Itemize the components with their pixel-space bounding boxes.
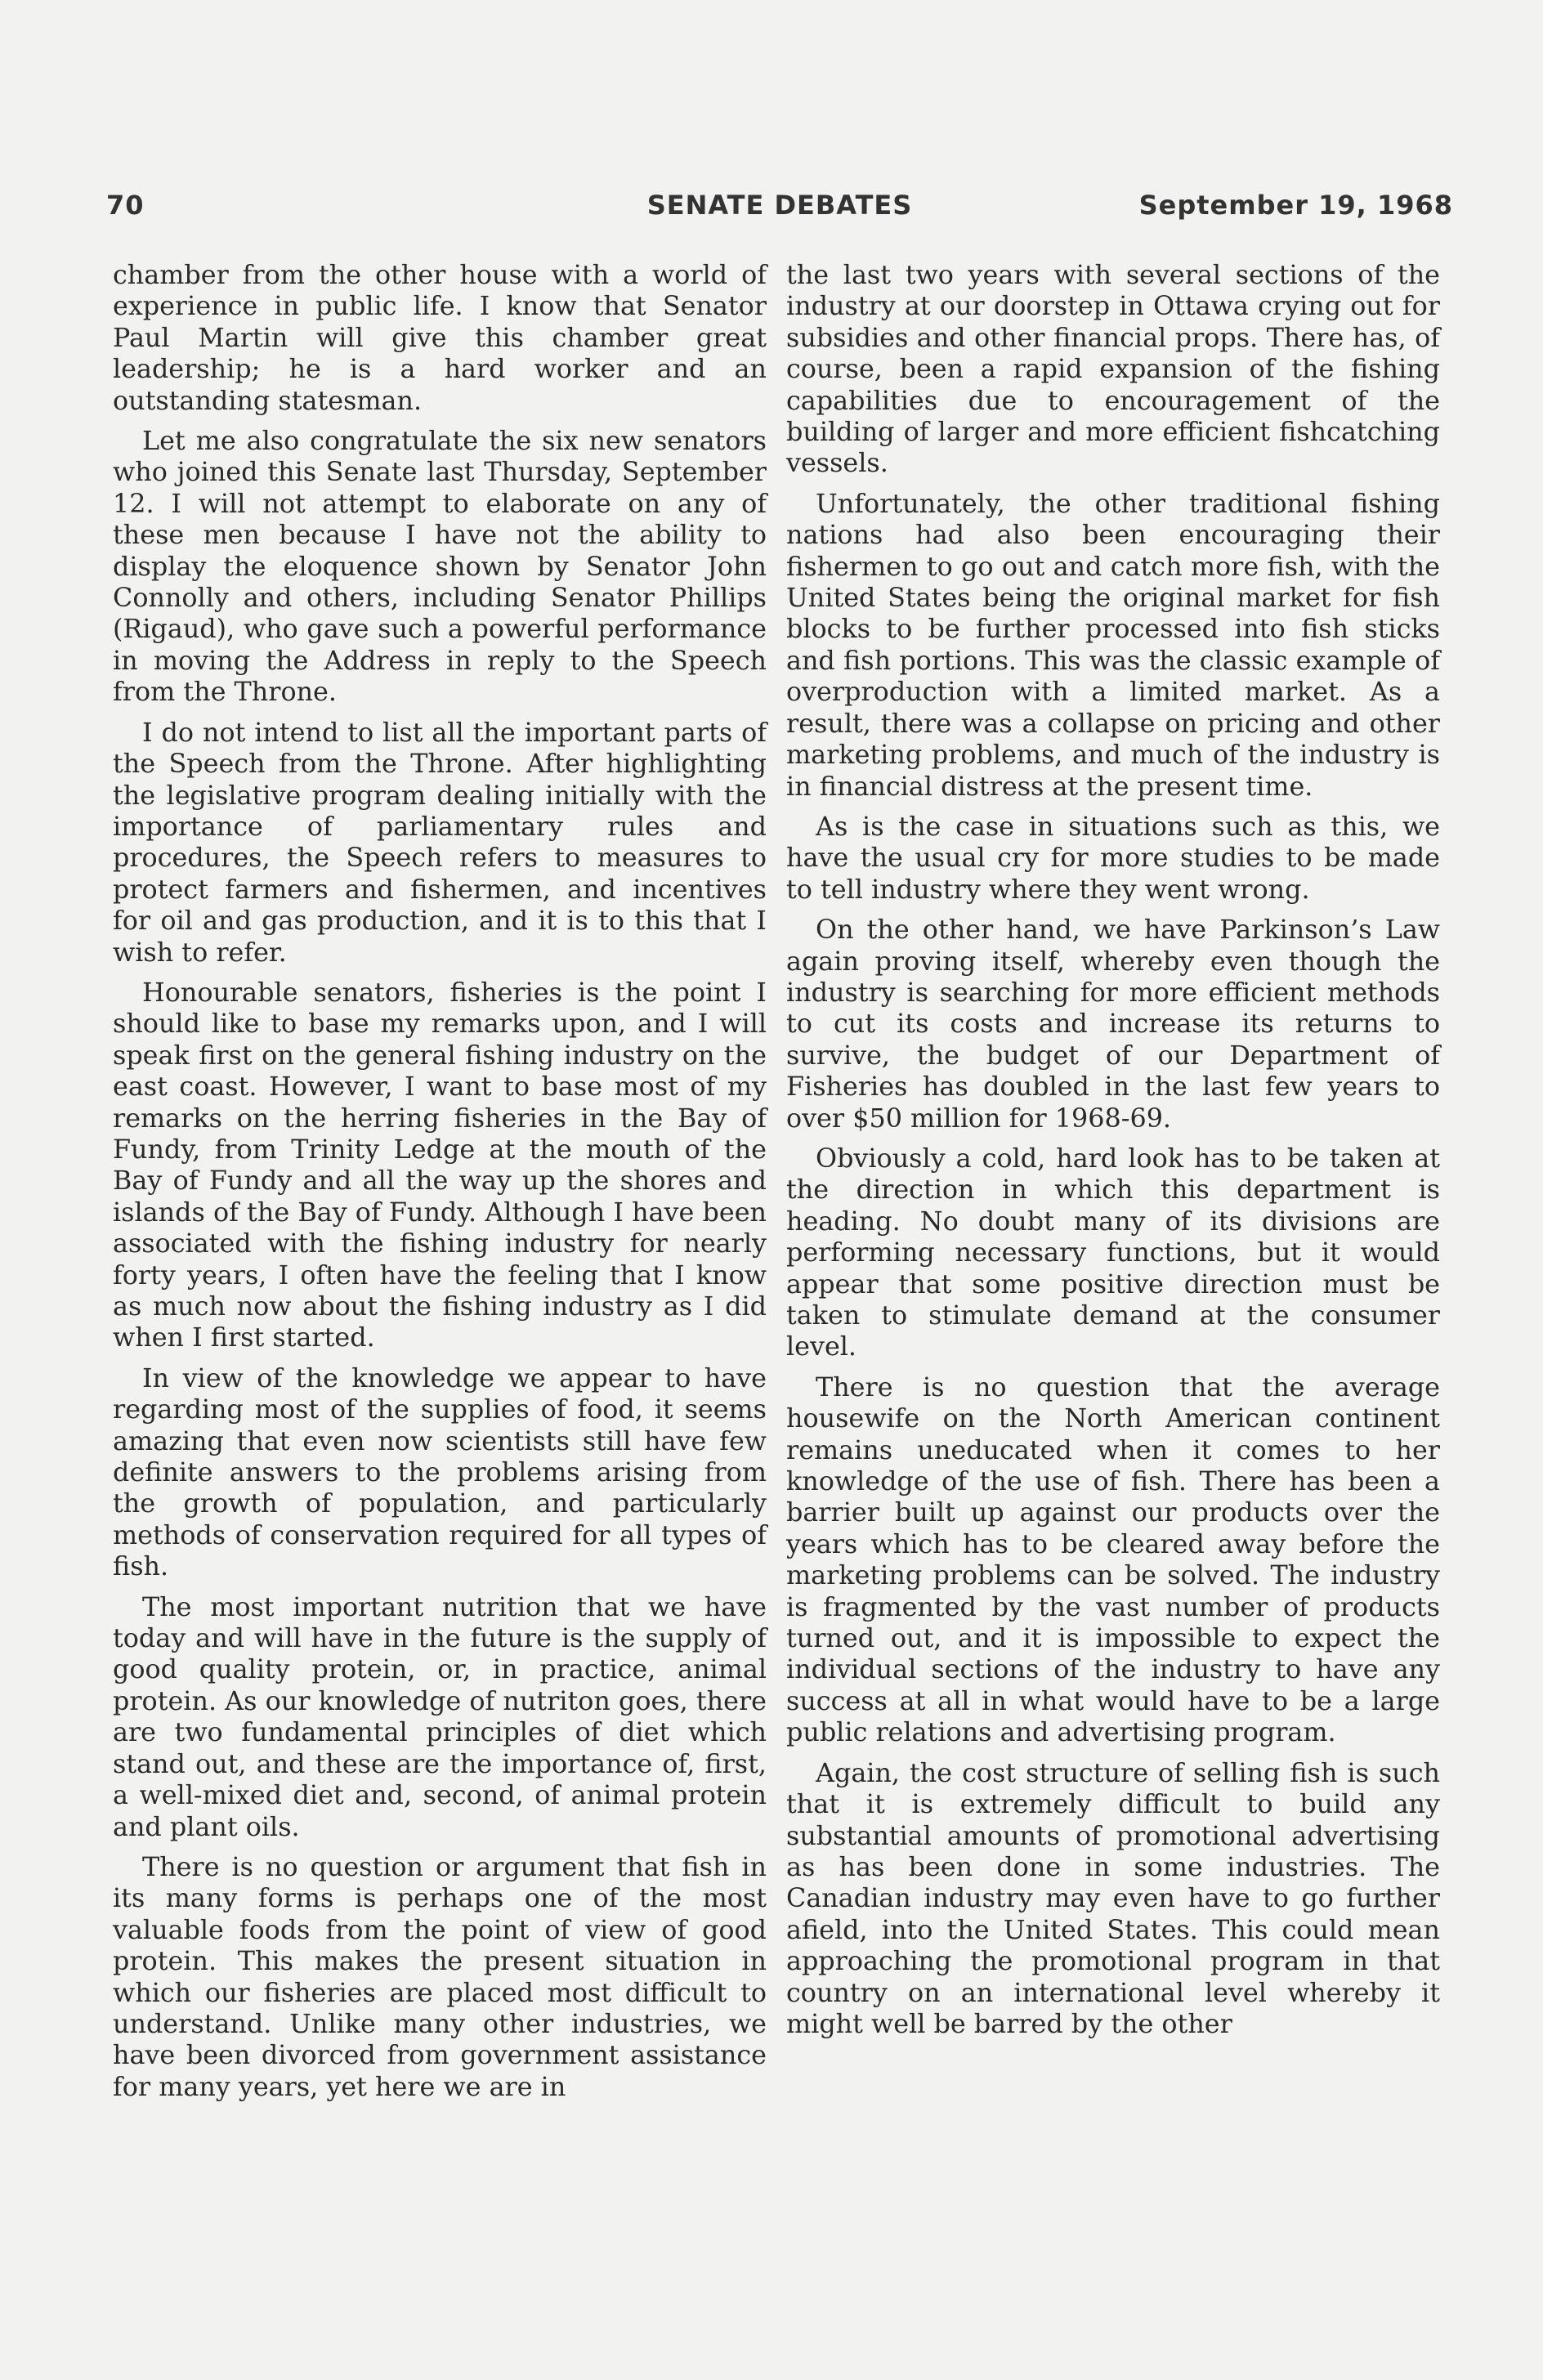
- page-header: [106, 190, 1453, 239]
- running-title: SENATE DEBATES: [646, 190, 913, 221]
- paragraph: On the other hand, we have Parkinson’s Law again proving itself, whereby even though the industry is searching for more efficient methods to cut its costs and increase its returns to survive, the budget of our Department of Fisheries has doubled in the last few years to over $50 million for 1968-69.: [786, 915, 1440, 1134]
- paragraph: There is no question or argument that fish in its many forms is perhaps one of the most valuable foods from the point of view of good protein. This makes the present situation in which our fisheries are placed most difficult to understand. Unlike many other industries, we have been divorced from government assistance for many years, yet here we are in: [113, 1851, 767, 2102]
- left-column: [113, 260, 767, 2112]
- page-number: 70: [106, 190, 145, 221]
- paragraph: chamber from the other house with a world of experience in public life. I know that Senator Paul Martin will give this chamber great leadership; he is a hard worker and an outstanding statesman.: [113, 260, 767, 416]
- paragraph: the last two years with several sections of the industry at our doorstep in Ottawa crying out for subsidies and other financial props. There has, of course, been a rapid expansion of the fishing capabilities due to encouragement of the building of larger and more efficient fishcatching vessels.: [786, 260, 1440, 479]
- paragraph: Honourable senators, fisheries is the point I should like to base my remarks upon, and I will speak first on the general fishing industry on the east coast. However, I want to base most of my remarks on the herring fisheries in the Bay of Fundy, from Trinity Ledge at the mouth of the Bay of Fundy and all the way up the shores and islands of the Bay of Fundy. Although I have been associated with the fishing industry for nearly forty years, I often have the feeling that I know as much now about the fishing industry as I did when I first started.: [113, 977, 767, 1353]
- paragraph: Obviously a cold, hard look has to be taken at the direction in which this department is heading. No doubt many of its divisions are performing necessary functions, but it would appear that some positive direction must be taken to stimulate demand at the consumer level.: [786, 1143, 1440, 1362]
- paragraph: I do not intend to list all the important parts of the Speech from the Throne. After highlighting the legislative program dealing initially with the importance of parliamentary rules and procedures, the Speech refers to measures to protect farmers and fishermen, and incentives for oil and gas production, and it is to this that I wish to refer.: [113, 717, 767, 968]
- paragraph: As is the case in situations such as this, we have the usual cry for more studies to be made to tell industry where they went wrong.: [786, 811, 1440, 905]
- paragraph: In view of the knowledge we appear to have regarding most of the supplies of food, it seems amazing that even now scientists still have few definite answers to the problems arising from the growth of population, and particularly methods of conservation required for all types of fish.: [113, 1362, 767, 1582]
- paragraph: Let me also congratulate the six new senators who joined this Senate last Thursday, September 12. I will not attempt to elaborate on any of these men because I have not the ability to display the eloquence shown by Senator John Connolly and others, including Senator Phillips (Rigaud), who gave such a powerful performance in moving the Address in reply to the Speech from the Throne.: [113, 426, 767, 708]
- paragraph: Unfortunately, the other traditional fishing nations had also been encouraging their fishermen to go out and catch more fish, with the United States being the original market for fish blocks to be further processed into fish sticks and fish portions. This was the classic example of overproduction with a limited market. As a result, there was a collapse on pricing and other marketing problems, and much of the industry is in financial distress at the present time.: [786, 488, 1440, 802]
- paragraph: Again, the cost structure of selling fish is such that it is extremely difficult to build any substantial amounts of promotional advertising as has been done in some industries. The Canadian industry may even have to go further afield, into the United States. This could mean approaching the promotional program in that country on an international level whereby it might well be barred by the other: [786, 1757, 1440, 2039]
- paragraph: The most important nutrition that we have today and will have in the future is the supply of good quality protein, or, in practice, animal protein. As our knowledge of nutriton goes, there are two fundamental principles of diet which stand out, and these are the importance of, first, a well-mixed diet and, second, of animal protein and plant oils.: [113, 1591, 767, 1842]
- right-column: [786, 260, 1440, 2049]
- header-date: September 19, 1968: [1138, 190, 1453, 221]
- paragraph: There is no question that the average housewife on the North American continent remains uneducated when it comes to her knowledge of the use of fish. There has been a barrier built up against our products over the years which has to be cleared away before the marketing problems can be solved. The industry is fragmented by the vast number of products turned out, and it is impossible to expect the individual sections of the industry to have any success at all in what would have to be a large public relations and advertising program.: [786, 1371, 1440, 1748]
